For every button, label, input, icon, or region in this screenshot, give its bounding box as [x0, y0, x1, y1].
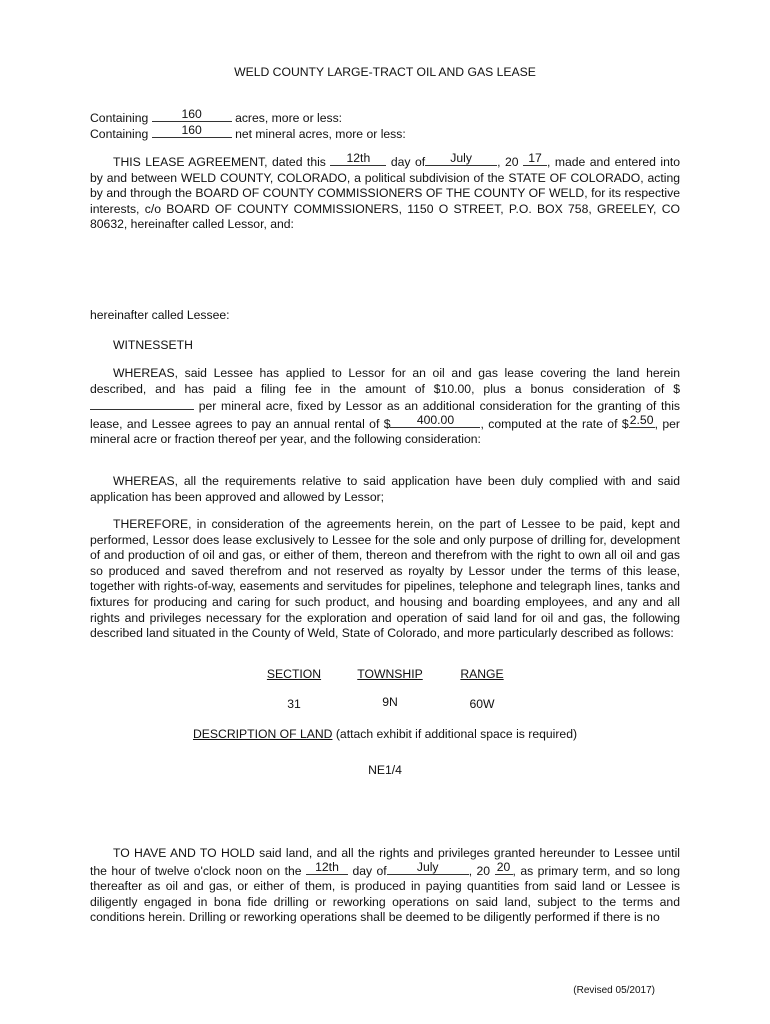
township-header: TOWNSHIP [357, 667, 423, 681]
rental-field[interactable]: 400.00 [390, 415, 480, 428]
description-of-land-line [0, 727, 770, 741]
section-header: SECTION [266, 667, 322, 681]
term-year-field[interactable]: 20 [495, 862, 513, 875]
term-day-field[interactable]: 12th [306, 862, 348, 875]
witnesseth-heading: WITNESSETH [113, 338, 193, 352]
net-acres-suffix: net mineral acres, more or less: [235, 127, 406, 141]
whereas-approval-paragraph: WHEREAS, all the requirements relative to said application have been duly complied with and said application has been approved and allowed by Lessor; [90, 474, 680, 504]
description-label: DESCRIPTION OF LAND [192, 727, 333, 741]
range-value: 60W [469, 697, 495, 711]
section-value: 31 [287, 697, 301, 711]
lessee-line: hereinafter called Lessee: [90, 308, 230, 322]
agreement-paragraph: THIS LEASE AGREEMENT, dated this 12th day of July , 20 17 , made and entered into by and between WELD COUNTY, COLORADO, a political subdivision of the STATE OF COLORADO, acting by and through the BOARD OF COUNTY COMMISSIONERS OF THE COUNTY OF WELD, for its respective interests, c/o BOARD OF COUNTY COMMISSIONERS, 1150 O STREET, P.O. BOX 758, GREELEY, CO 80632, hereinafter called Lessor, and: [90, 151, 681, 232]
township-value: 9N [382, 695, 398, 709]
whereas-application-paragraph: WHEREAS, said Lessee has applied to Lessor for an oil and gas lease covering the land herein described, and has paid a filing fee in the amount of $10.00, plus a bonus consideration of $ per mineral acre, fixed by Lessor as an additional consideration for the granting of this lease, and Lessee agrees to pay an annual rental of $ 400.00 , computed at the rate of $ 2.50 , per mineral acre or fraction thereof per year, and the following consideration: [90, 366, 680, 447]
description-note: (attach exhibit if additional space is required) [332, 727, 578, 741]
term-month-field[interactable]: July [387, 862, 469, 875]
net-acres-field[interactable]: 160 [152, 125, 232, 138]
document-title: WELD COUNTY LARGE-TRACT OIL AND GAS LEASE [234, 65, 536, 79]
agreement-month-field[interactable]: July [425, 153, 497, 166]
habendum-paragraph: TO HAVE AND TO HOLD said land, and all the rights and privileges granted hereunder to Lessee until the hour of twelve o'clock noon on the 12th day of July , 20 20 , as primary term, and so long thereafter as oil and gas, or either of them, is produced in paying quantities from said land or Lessee is diligently engaged in bona fide drilling or reworking operations on said land, subject to the terms and conditions herein. Drilling or reworking operations shall be deemed to be diligently performed if there is no [90, 846, 680, 925]
revision-footer: (Revised 05/2017) [573, 985, 655, 996]
acres-field[interactable]: 160 [152, 109, 232, 122]
bonus-field[interactable] [90, 397, 194, 410]
containing-net-line [90, 125, 406, 142]
therefore-paragraph: THEREFORE, in consideration of the agreements herein, on the part of Lessee to be paid, kept and performed, Lessor does lease exclusively to Lessee for the sole and only purpose of drilling for, development of and production of oil and gas, or either of them, thereon and therefrom with the right to own all oil and gas so produced and saved therefrom and not reserved as royalty by Lessor under the terms of this lease, together with rights-of-way, easements and servitudes for pipelines, telephone and telegraph lines, tanks and fixtures for producing and caring for such product, and housing and boarding employees, and any and all rights and privileges necessary for the exploration and operation of said land for oil and gas, the following described land situated in the County of Weld, State of Colorado, and more particularly described as follows: [90, 517, 680, 641]
rate-field[interactable]: 2.50 [629, 412, 654, 427]
agreement-day-field[interactable]: 12th [330, 153, 386, 166]
agreement-year-field[interactable]: 17 [523, 153, 547, 166]
containing-label: Containing [90, 111, 149, 125]
range-header: RANGE [460, 667, 504, 681]
acres-suffix: acres, more or less: [235, 111, 343, 125]
description-value: NE1/4 [368, 763, 402, 777]
containing-label: Containing [90, 127, 149, 141]
